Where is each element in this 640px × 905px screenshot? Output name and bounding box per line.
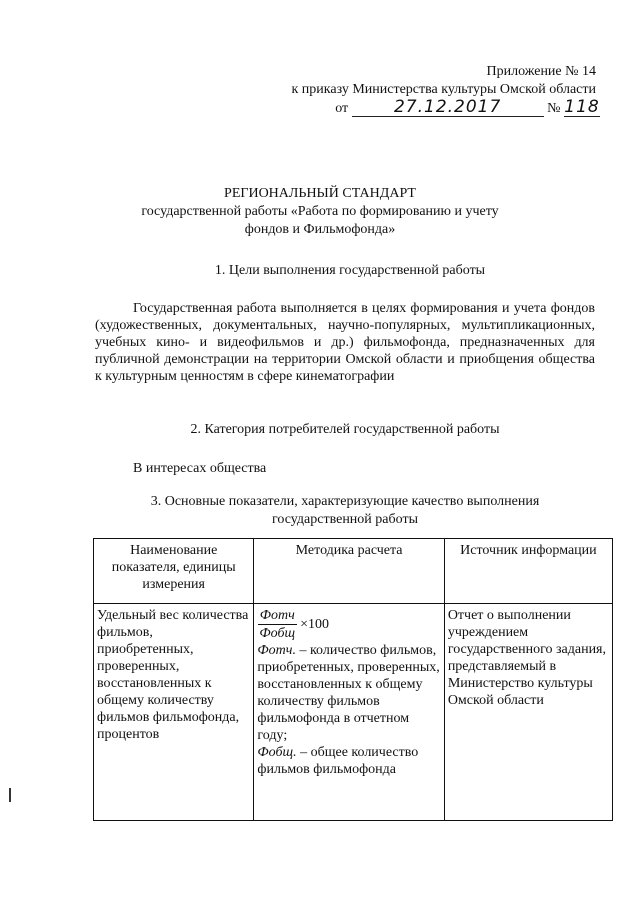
document-title: РЕГИОНАЛЬНЫЙ СТАНДАРТ xyxy=(224,186,416,201)
table-header-row xyxy=(94,539,613,604)
definition-1 xyxy=(257,642,440,744)
section1-body xyxy=(95,300,595,385)
appendix-label: Приложение № 14 xyxy=(486,64,596,79)
cell-method xyxy=(254,604,444,821)
order-date-number xyxy=(335,99,600,117)
cell-indicator: Удельный вес количества фильмов, приобретенных, проверенных, восстановленных к общему количеству фильмов фильмофонда, процентов xyxy=(94,604,254,821)
document-subtitle-line2: фондов и Фильмофонда» xyxy=(244,222,396,237)
margin-mark xyxy=(9,788,11,802)
handwritten-number: 118 xyxy=(564,97,600,117)
definition-2 xyxy=(257,744,440,778)
number-field xyxy=(564,99,600,117)
formula-multiplier: ×100 xyxy=(300,617,329,632)
number-prefix: № xyxy=(547,101,561,116)
section3-heading-line1: 3. Основные показатели, характеризующие качество выполнения xyxy=(150,494,540,509)
section1-heading: 1. Цели выполнения государственной работы xyxy=(214,263,486,278)
formula-denominator: Фобщ xyxy=(259,626,296,641)
cell-source: Отчет о выполнении учреждением государственного задания, представляемый в Министерство культуры Омской области xyxy=(444,604,612,821)
indicators-table xyxy=(93,538,613,821)
definition-1-term: Фотч. xyxy=(257,643,296,658)
date-prefix: от xyxy=(335,101,349,116)
section3-heading-line2: государственной работы xyxy=(272,512,418,527)
header-indicator: Наименование показателя, единицы измерения xyxy=(94,539,254,604)
table-row xyxy=(94,604,613,821)
header-source: Источник информации xyxy=(444,539,612,604)
handwritten-date: 27.12.2017 xyxy=(393,97,502,117)
formula-numerator: Фотч xyxy=(259,608,295,623)
section2-heading: 2. Категория потребителей государственной работы xyxy=(190,422,500,437)
formula xyxy=(257,607,329,642)
definition-1-text: – количество фильмов, приобретенных, проверенных, восстановленных к общему количеству фильмов фильмофонда в отчетном году; xyxy=(257,643,440,743)
section1-text: Государственная работа выполняется в целях формирования и учета фондов (художественных, документальных, научно-популярных, мультипликационных, учебных кино- и видеофильмов и др.) фильмофонда, предназначенных для публичной демонстрации на территории Омской области и приобщения общества к культурным ценностям в сфере кинематографии xyxy=(95,301,595,384)
date-field xyxy=(352,99,544,117)
order-reference: к приказу Министерства культуры Омской области xyxy=(291,82,596,97)
definition-2-term: Фобщ. xyxy=(257,745,297,760)
definition-2-text: – общее количество фильмов фильмофонда xyxy=(257,745,419,777)
header-method: Методика расчета xyxy=(254,539,444,604)
section2-text: В интересах общества xyxy=(133,461,267,476)
document-subtitle-line1: государственной работы «Работа по формированию и учету xyxy=(141,204,499,219)
